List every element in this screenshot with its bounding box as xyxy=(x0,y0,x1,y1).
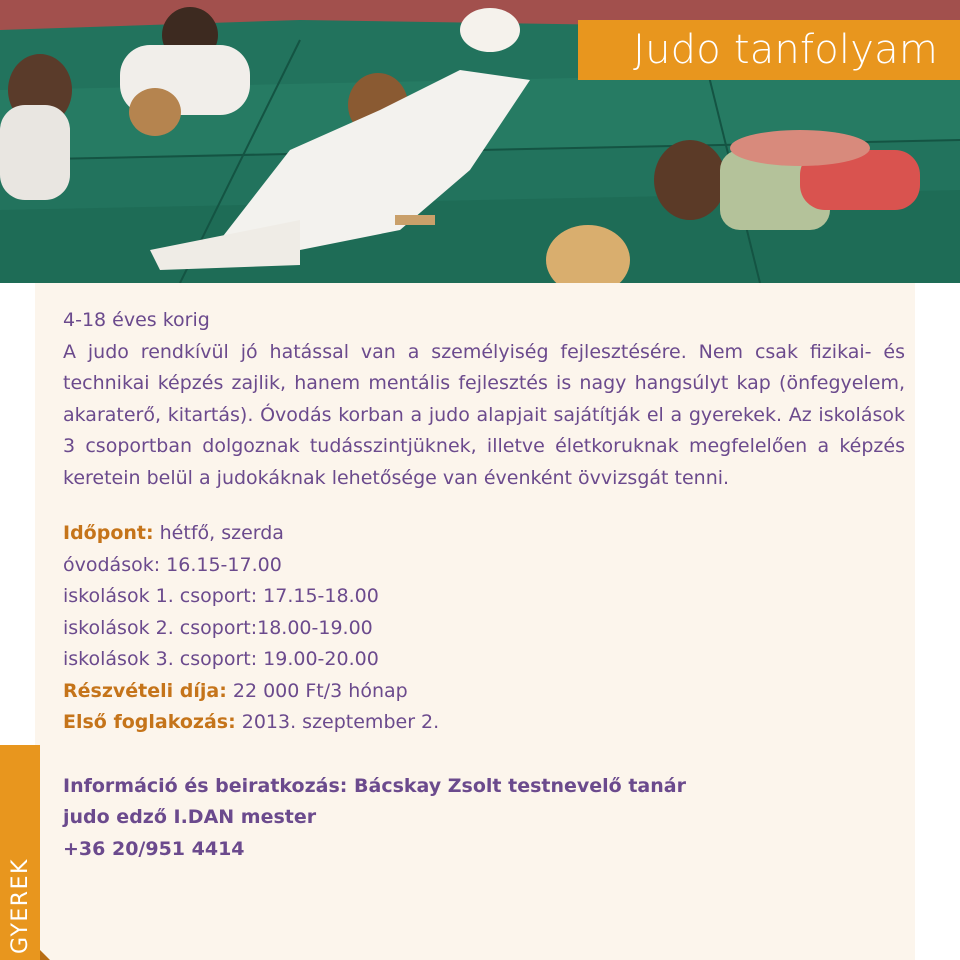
contact-title: judo edző I.DAN mester xyxy=(63,806,317,828)
first-session-label: Első foglakozás: xyxy=(63,711,236,733)
first-session-line xyxy=(63,707,905,739)
fee-value: 22 000 Ft/3 hónap xyxy=(226,679,408,702)
time-label: Időpont: xyxy=(63,522,154,544)
content-panel xyxy=(35,283,915,960)
contact-line: Információ és beiratkozás: Bácskay Zsolt testnevelő tanár xyxy=(63,774,686,797)
contact-info xyxy=(63,771,905,866)
time-value: hétfő, szerda xyxy=(153,522,284,544)
text-block xyxy=(63,305,905,865)
group2-time: iskolások 2. csoport:18.00-19.00 xyxy=(63,616,373,639)
title-banner xyxy=(578,20,960,80)
age-range: 4-18 éves korig xyxy=(63,309,210,331)
fee-label: Részvételi díja: xyxy=(63,679,227,702)
kindergarten-time: óvodások: 16.15-17.00 xyxy=(63,553,282,576)
group3-time: iskolások 3. csoport: 19.00-20.00 xyxy=(63,648,379,670)
description: A judo rendkívül jó hatással van a személyiség fejlesztésére. Nem csak fizikai- és technikai képzés zajlik, hanem mentális fejlesztés is nagy hangsúlyt kap (önfegyelem, akaraterő, kitartás). Óvodás korban a judo alapjait sajátítják el a gyerekek. Az iskolások 3 csoportban dolgoznak tudásszintjüknek, illetve életkoruknak megfelelően a képzés keretein belül a judokáknak lehetősége van évenként övvizsgát tenni. xyxy=(63,340,905,489)
group1-time: iskolások 1. csoport: 17.15-18.00 xyxy=(63,585,379,607)
judo-photo xyxy=(0,0,960,283)
side-tab-label: GYEREK xyxy=(8,858,33,954)
first-session-value: 2013. szeptember 2. xyxy=(235,711,440,733)
tab-corner xyxy=(40,950,50,960)
contact-phone: +36 20/951 4414 xyxy=(63,837,245,860)
schedule xyxy=(63,518,905,739)
fee-line xyxy=(63,676,905,708)
time-line xyxy=(63,518,905,550)
side-tab xyxy=(0,745,40,960)
page-title: Judo tanfolyam xyxy=(633,27,938,73)
